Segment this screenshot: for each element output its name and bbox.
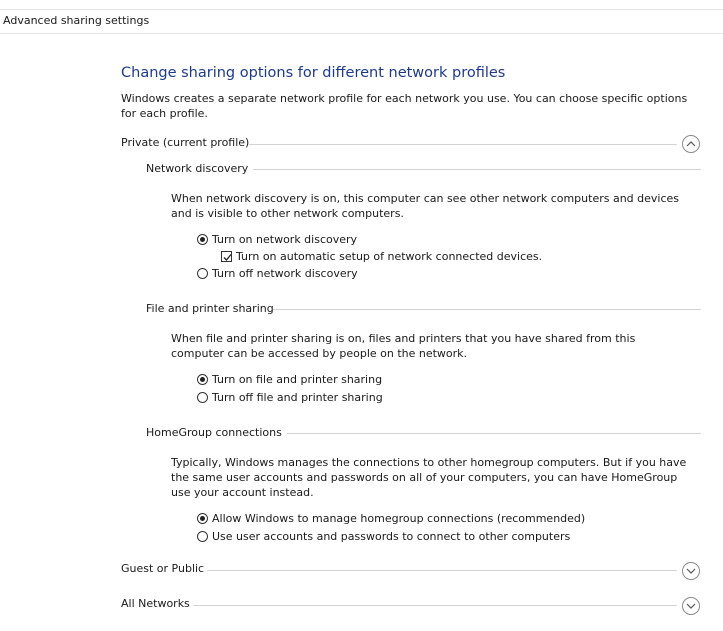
intro-text: Windows creates a separate network profile for each network you use. You can choose specific options for each profile. xyxy=(121,92,688,120)
section-network-discovery-label: Network discovery xyxy=(146,162,249,175)
radio-unselected-icon[interactable] xyxy=(197,531,208,542)
radio-unselected-icon[interactable] xyxy=(197,392,208,403)
profile-all-networks-label[interactable]: All Networks xyxy=(121,597,190,610)
chevron-down-icon[interactable] xyxy=(682,597,700,615)
section-homegroup-rule xyxy=(287,433,701,434)
profile-all-networks-rule xyxy=(193,605,677,606)
radio-selected-icon[interactable] xyxy=(197,513,208,524)
radio-selected-icon[interactable] xyxy=(197,234,208,245)
radio-file-printer-off[interactable]: Turn off file and printer sharing xyxy=(197,391,383,404)
radio-homegroup-user-accounts[interactable]: Use user accounts and passwords to connect to other computers xyxy=(197,530,570,543)
checkbox-auto-setup[interactable]: Turn on automatic setup of network connected devices. xyxy=(221,250,542,263)
checkbox-checked-icon[interactable] xyxy=(221,251,232,262)
homegroup-description: Typically, Windows manages the connections to other homegroup computers. But if you have the same user accounts and passwords on all of your computers, you can have HomeGroup use your account instead. xyxy=(171,456,687,499)
profile-private-label[interactable]: Private (current profile) xyxy=(121,136,250,149)
section-file-printer-rule xyxy=(273,309,701,310)
file-printer-description: When file and printer sharing is on, files and printers that you have shared from this computer can be accessed by people on the network. xyxy=(171,332,636,360)
title-divider xyxy=(0,33,723,34)
radio-network-discovery-on[interactable]: Turn on network discovery xyxy=(197,233,357,246)
chevron-up-icon[interactable] xyxy=(682,135,700,153)
profile-guest-label[interactable]: Guest or Public xyxy=(121,562,205,575)
profile-private-rule xyxy=(249,144,677,145)
profile-guest-rule xyxy=(207,570,677,571)
radio-unselected-icon[interactable] xyxy=(197,268,208,279)
page-title: Change sharing options for different network profiles xyxy=(121,65,506,81)
radio-network-discovery-off[interactable]: Turn off network discovery xyxy=(197,267,358,280)
chevron-down-icon[interactable] xyxy=(682,562,700,580)
network-discovery-description: When network discovery is on, this computer can see other network computers and devices and is visible to other network computers. xyxy=(171,192,680,220)
radio-file-printer-on[interactable]: Turn on file and printer sharing xyxy=(197,373,382,386)
section-network-discovery-rule xyxy=(253,169,701,170)
section-homegroup-label: HomeGroup connections xyxy=(146,426,282,439)
radio-selected-icon[interactable] xyxy=(197,374,208,385)
radio-homegroup-allow[interactable]: Allow Windows to manage homegroup connections (recommended) xyxy=(197,512,585,525)
window-title: Advanced sharing settings xyxy=(3,14,150,27)
top-border xyxy=(0,9,723,10)
section-file-printer-label: File and printer sharing xyxy=(146,302,274,315)
